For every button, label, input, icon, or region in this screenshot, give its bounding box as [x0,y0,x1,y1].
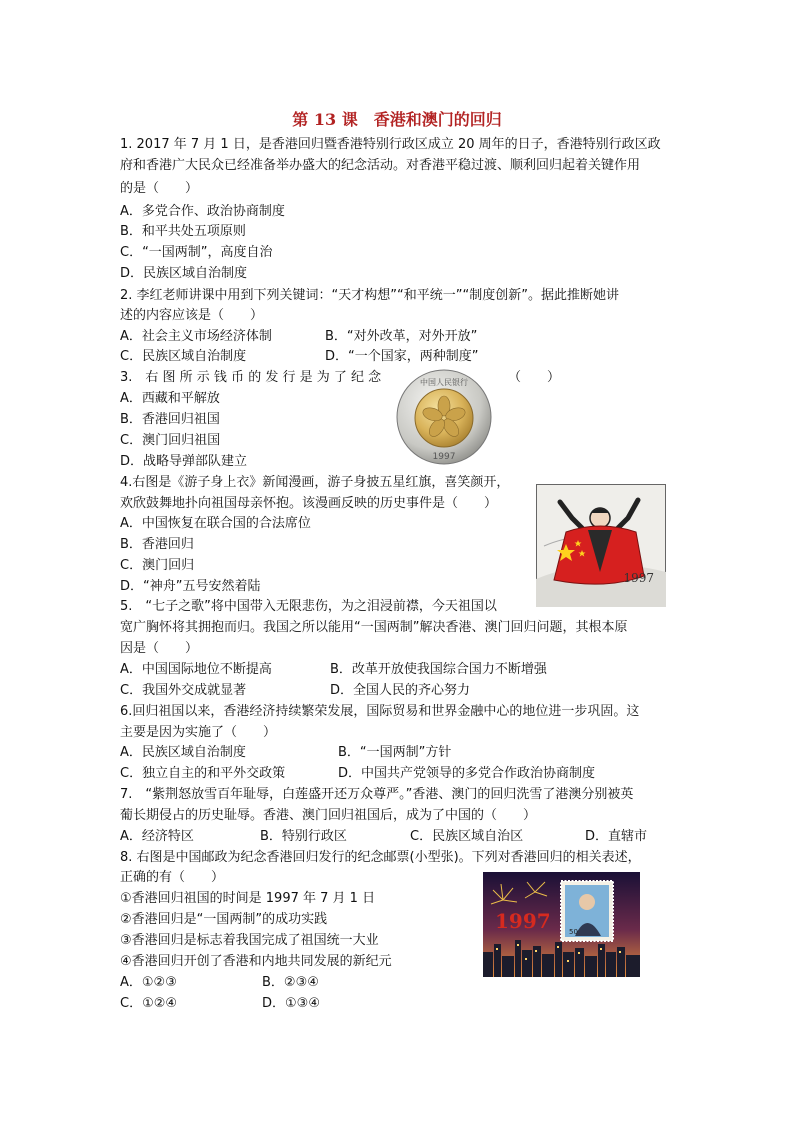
page-title: 第 13 课 香港和澳门的回归 [292,110,502,129]
option-c: C．澳门回归 [120,558,195,573]
cartoon-year: 1997 [623,571,654,585]
question-stem: 主要是因为实施了（ ） [120,725,277,740]
option-c: C．①②④ [120,996,178,1011]
question-stem: 5. “七子之歌”将中国带入无限悲伤，为之泪浸前襟，今天祖国以 [120,599,497,614]
option-b: B．“对外改革，对外开放” [325,329,478,344]
commemorative-coin-image [395,368,493,466]
option-b: B．“一国两制”方针 [338,745,452,760]
answer-bracket: （ ） [508,370,561,385]
statement-3: ③香港回归是标志着我国完成了祖国统一大业 [120,933,379,948]
question-stem: 宽广胸怀将其拥抱而归。我国之所以能用“一国两制”解决香港、澳门回归问题，其根本原 [120,620,628,635]
option-d: D．“神舟”五号安然着陆 [120,579,261,594]
question-stem: 府和香港广大民众已经准备举办盛大的纪念活动。对香港平稳过渡、顺利回归起着关键作用 [120,158,641,173]
option-a: A．民族区域自治制度 [120,745,246,760]
option-d: D．民族区域自治制度 [120,266,248,281]
question-stem: 述的内容应该是（ ） [120,308,264,323]
option-a: A．社会主义市场经济体制 [120,329,272,344]
coin-year: 1997 [432,452,456,462]
stamp-value: 50 [569,928,578,936]
option-d: D．全国人民的齐心努力 [330,683,471,698]
option-c: C．澳门回归祖国 [120,433,221,448]
option-a: A．中国恢复在联合国的合法席位 [120,516,311,531]
option-b: B．香港回归 [120,537,194,552]
option-d: D．直辖市 [585,829,648,844]
option-c: C．我国外交成就显著 [120,683,247,698]
question-stem: 4.右图是《游子身上衣》新闻漫画，游子身披五星红旗，喜笑颜开， [120,475,510,490]
statement-2: ②香港回归是“一国两制”的成功实践 [120,912,328,927]
stamp-year: 1997 [495,909,551,933]
commemorative-stamp-image [483,872,640,977]
question-stem: 葡长期侵占的历史耻辱。香港、澳门回归祖国后，成为了中国的（ ） [120,808,537,823]
statement-1: ①香港回归祖国的时间是 1997 年 7 月 1 日 [120,891,376,906]
question-stem: 3. 右 图 所 示 钱 币 的 发 行 是 为 了 纪 念 [120,370,382,385]
coin-inscription: 中国人民银行 [420,378,468,387]
question-stem: 因是（ ） [120,641,199,656]
option-a: A．①②③ [120,975,177,990]
question-stem: 7. “紫荆怒放雪百年耻辱，白莲盛开还万众尊严。”香港、澳门的回归洗雪了港澳分别被英 [120,787,634,802]
question-stem: 8. 右图是中国邮政为纪念香港回归发行的纪念邮票(小型张)。下列对香港回归的相关表述， [120,850,641,865]
option-a: A．多党合作、政治协商制度 [120,204,285,219]
question-stem: 的是（ ） [120,181,199,196]
cartoon-image [536,484,666,607]
option-b: B．和平共处五项原则 [120,224,246,239]
option-a: A．中国国际地位不断提高 [120,662,272,677]
option-c: C．民族区域自治区 [410,829,524,844]
option-c: C．民族区域自治制度 [120,349,247,364]
option-a: A．经济特区 [120,829,194,844]
question-stem: 正确的有（ ） [120,870,225,885]
option-d: D．①③④ [262,996,320,1011]
option-d: D．“一个国家，两种制度” [325,349,479,364]
question-stem: 欢欣鼓舞地扑向祖国母亲怀抱。该漫画反映的历史事件是（ ） [120,496,498,511]
question-stem: 2. 李红老师讲课中用到下列关键词：“天才构想”“和平统一”“制度创新”。据此推断她讲 [120,288,619,303]
option-c: C．独立自主的和平外交政策 [120,766,286,781]
option-d: D．战略导弹部队建立 [120,454,248,469]
option-a: A．西藏和平解放 [120,391,220,406]
option-b: B．特别行政区 [260,829,347,844]
option-d: D．中国共产党领导的多党合作政治协商制度 [338,766,596,781]
question-stem: 1. 2017 年 7 月 1 日，是香港回归暨香港特别行政区成立 20 周年的日子，香港特别行政区政 [120,137,661,152]
option-c: C．“一国两制”，高度自治 [120,245,273,260]
option-b: B．②③④ [262,975,319,990]
question-stem: 6.回归祖国以来，香港经济持续繁荣发展，国际贸易和世界金融中心的地位进一步巩固。这 [120,704,640,719]
option-b: B．改革开放使我国综合国力不断增强 [330,662,547,677]
option-b: B．香港回归祖国 [120,412,220,427]
statement-4: ④香港回归开创了香港和内地共同发展的新纪元 [120,954,392,969]
